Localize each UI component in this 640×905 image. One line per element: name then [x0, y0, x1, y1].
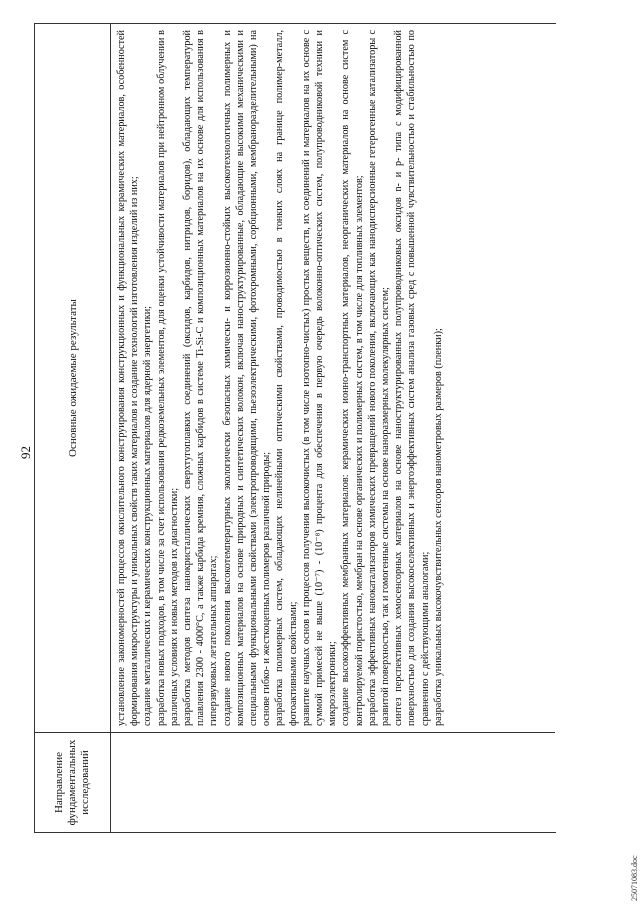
results-table [34, 23, 556, 833]
result-item: развитие научных основ и процессов получения высокочистых (в том числе изотопно-чистых) простых веществ, их соединений и материалов на их основе с суммой примесей не выше (10⁻⁷) - (10⁻⁸) процента для обеспечения в первую очередь волоконно-оптических систем, полупроводниковой техники и микроэлектроники; [300, 30, 339, 726]
result-item: создание металлических и керамических конструкционных материалов для ядерной энергетики; [142, 306, 154, 726]
result-item: разработка полимерных систем, обладающих нелинейными оптическими свойствами, проводимостью в тонких слоях на границе полимер-металл, фотоактивными свойствами; [274, 30, 299, 726]
result-item: синтез перспективных хемосенсорных материалов на основе наноструктурированных полупроводниковых оксидов n- и p- типа с модифицированной поверхностью для создания высокоселективных и энергоэффективных систем анализа газовых сред с повышенной чувствительностью и стабильностью по сравнению с действующими аналогами; [393, 30, 431, 726]
table-header-row [35, 24, 111, 832]
result-item: разработка эффективных нанокатализаторов химических превращений нового поколения, включающих как нанодисперсионные гетерогенные катализаторы с развитой поверхностью, так и гомогенные системы на основе наноразмерных молекулярных систем; [366, 30, 392, 726]
table-body-row [111, 24, 555, 832]
result-item: разработка уникальных высокочувствительных сенсоров нанометровых размеров (пленки); [432, 328, 444, 726]
page-number: 92 [18, 446, 33, 459]
header-direction: Направление фундаментальных исследований [35, 732, 110, 832]
header-results: Основные ожидаемые результаты [66, 299, 79, 457]
results-list [111, 24, 445, 732]
result-item: разработка новых подходов, в том числе за счет использования редкоземельных элементов, для оценки устойчивости материалов при нейтронном облучении в различных условиях и новых методов их диагностики; [155, 30, 180, 726]
result-item: разработка методов синтеза нанокристаллических сверхтугоплавких соединений (оксидов, карбидов, нитридов, боридов), обладающих температурой плавления 2300 - 4000°С, а также карбида кремния, сложных карбидов в системе Ti-Si-C и композиционных материалов на их основе для использования в гиперзвуковых летательных аппаратах; [182, 30, 220, 726]
document-filename: 25071083.doc [630, 855, 639, 901]
result-item: создание нового поколения высокотемпературных экологически безопасных химически- и коррозионно-стойких высокотехнологичных полимерных и композиционных материалов на основе природных и синтетических волокон, включая наноструктурированные, обладающие высокими механическими и специальными функциональными свойствами (электропроводящими, пьезоэлектрическими, фотохромными, сорбционными, мембраноразделительными) на основе гибко- и жесткоцепных полимеров различной природы; [221, 30, 273, 726]
result-item: установление закономерностей процессов окислительного конструирования конструкционных и функциональных керамических материалов, особенностей формирования микроструктуры и уникальных свойств таких материалов и создание технологий изготовления изделий из них; [116, 30, 141, 726]
result-item: создание высокоэффективных мембранных материалов: керамических ионно-транспортных материалов, неорганических материалов на основе систем с контролируемой пористостью, мембран на основе органических и полимерных систем, в том числе для топливных элементов; [340, 30, 365, 726]
direction-cell [111, 732, 555, 832]
results-cell [111, 24, 555, 732]
